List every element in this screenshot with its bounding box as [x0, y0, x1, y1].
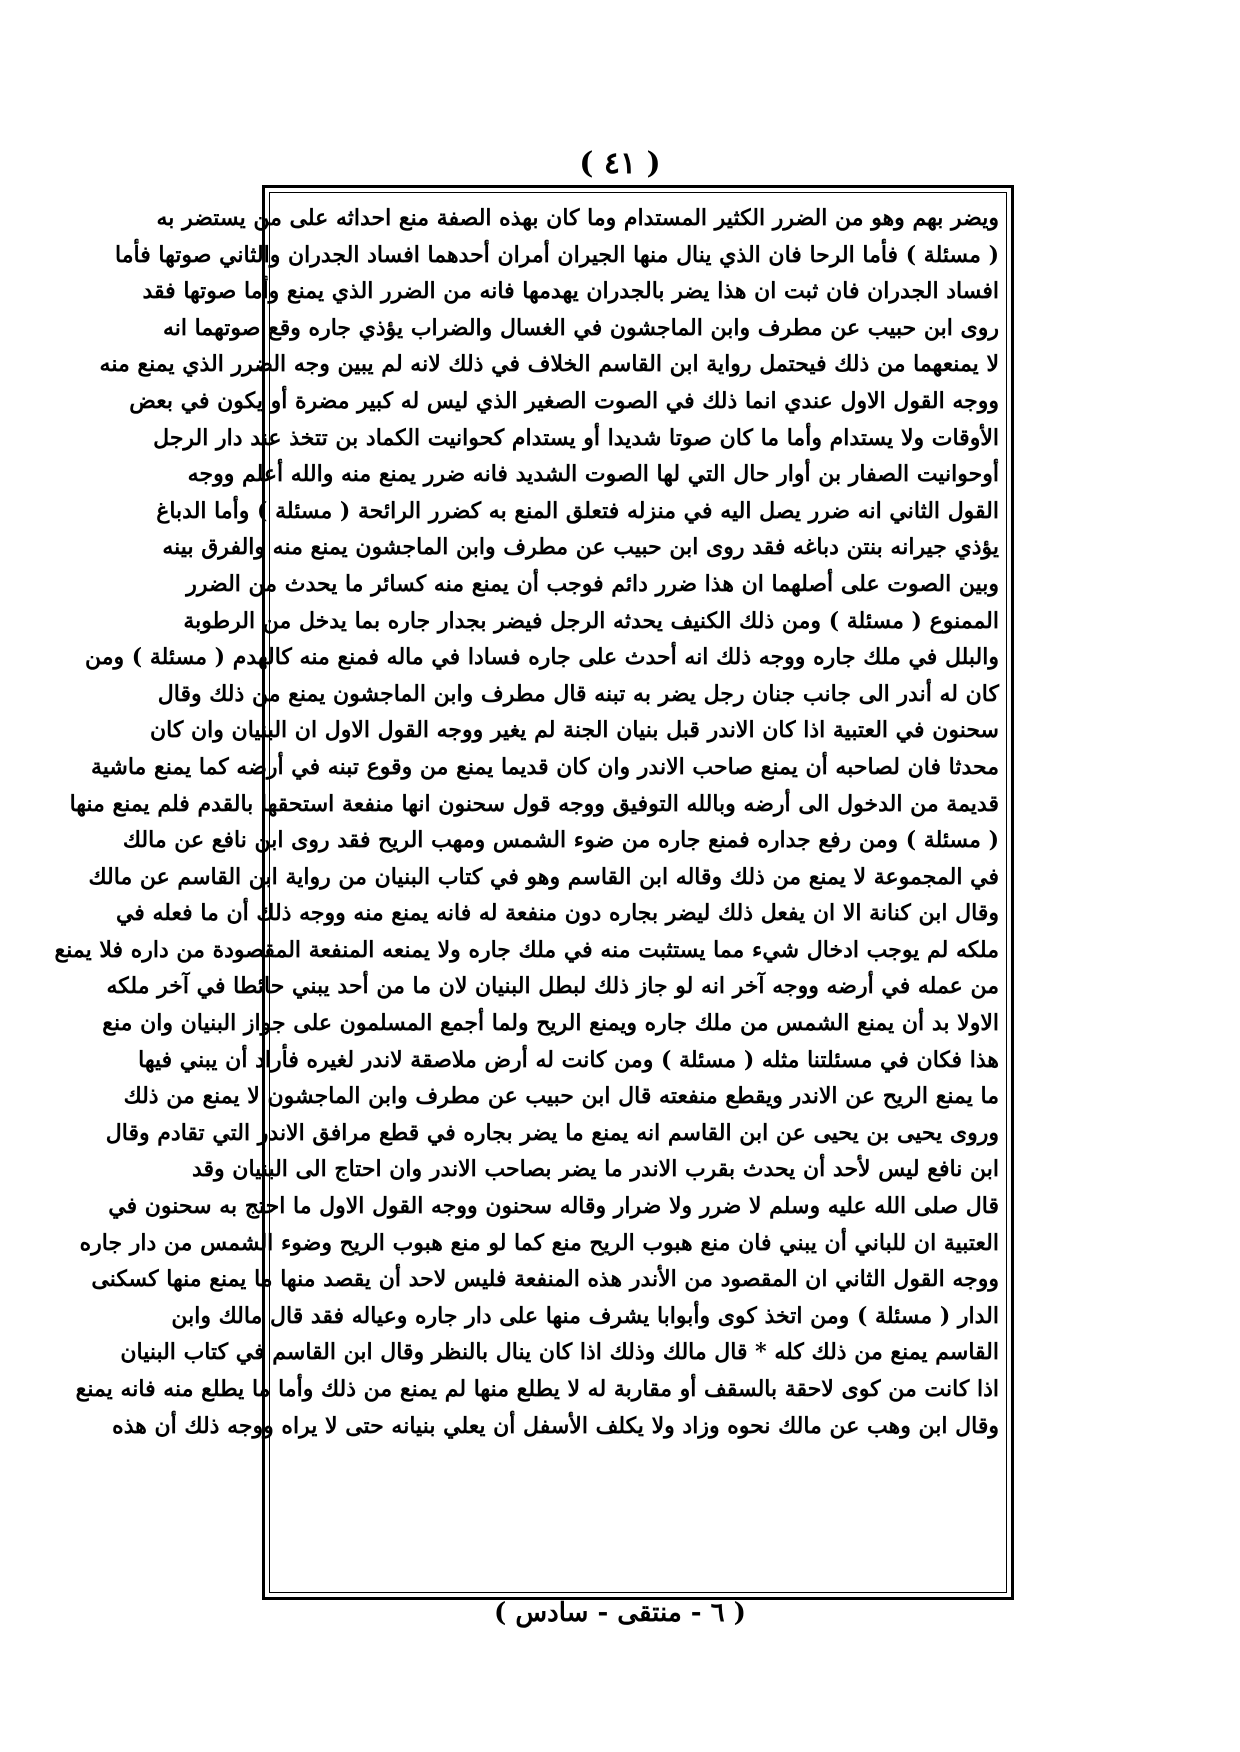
text-line: ووجه القول الاول عندي انما ذلك في الصوت الصغير الذي ليس له كبير مضرة أو يكون في بعض — [129, 387, 999, 414]
text-line: وروى يحيى بن يحيى عن ابن القاسم انه يمنع ما يضر بجاره في قطع مرافق الاندر التي تقادم وقال — [105, 1119, 999, 1146]
page-number: ( ٤١ ) — [579, 146, 661, 181]
text-line: ووجه القول الثاني ان المقصود من الأندر هذه المنفعة فليس لاحد أن يقصد منها ما يمنع منها كسكنى — [91, 1266, 999, 1293]
signature-mark: ( ٦ - منتقى - سادس ) — [494, 1598, 746, 1628]
text-line: الأوقات ولا يستدام وأما ما كان صوتا شديدا أو يستدام كحوانيت الكماد بن تتخذ عند دار الرجل — [153, 424, 999, 451]
text-line: افساد الجدران فان ثبت ان هذا يضر بالجدران يهدمها فانه من الضرر الذي يمنع وأما صوتها فقد — [142, 278, 999, 305]
text-line: الدار ( مسئلة ) ومن اتخذ كوى وأبوابا يشرف منها على دار جاره وعياله فقد قال مالك وابن — [171, 1302, 999, 1329]
text-line: من عمله في أرضه ووجه آخر انه لو جاز ذلك لبطل البنيان لان ما من أحد يبني حائطا في آخر ملكه — [106, 973, 999, 1000]
text-line: القاسم يمنع من ذلك كله * قال مالك وذلك اذا كان ينال بالنظر وقال ابن القاسم في كتاب البنيان — [120, 1339, 999, 1366]
text-line: لا يمنعهما من ذلك فيحتمل رواية ابن القاسم الخلاف في ذلك لانه لم يبين وجه الضرر الذي يمنع منه — [99, 351, 999, 378]
text-line: يؤذي جيرانه بنتن دباغه فقد روى ابن حبيب عن مطرف وابن الماجشون يمنع منه والفرق بينه — [162, 534, 999, 561]
text-line: قال صلى الله عليه وسلم لا ضرر ولا ضرار وقاله سحنون ووجه القول الاول ما احتج به سحنون في — [108, 1193, 999, 1220]
text-line: قديمة من الدخول الى أرضه وبالله التوفيق ووجه قول سحنون انها منفعة استحقها بالقدم فلم يمنع منها — [69, 790, 999, 817]
text-line: وقال ابن كنانة الا ان يفعل ذلك ليضر بجاره دون منفعة له فانه يمنع منه ووجه ذلك أن ما فعله في — [115, 900, 999, 927]
text-line: الممنوع ( مسئلة ) ومن ذلك الكنيف يحدثه الرجل فيضر بجدار جاره بما يدخل من الرطوبة — [183, 607, 999, 634]
text-line: القول الثاني انه ضرر يصل اليه في منزله فتعلق المنع به كضرر الرائحة ( مسئلة ) وأما الدباغ — [156, 497, 999, 524]
text-line: وقال ابن وهب عن مالك نحوه وزاد ولا يكلف الأسفل أن يعلي بنيانه حتى لا يراه ووجه ذلك أن هذه — [112, 1412, 999, 1439]
text-line: ( مسئلة ) ومن رفع جداره فمنع جاره من ضوء الشمس ومهب الريح فقد روى ابن نافع عن مالك — [122, 827, 999, 854]
text-line: كان له أندر الى جانب جنان رجل يضر به تبنه قال مطرف وابن الماجشون يمنع من ذلك وقال — [157, 680, 999, 707]
text-line: ما يمنع الريح عن الاندر ويقطع منفعته قال ابن حبيب عن مطرف وابن الماجشون لا يمنع من ذلك — [123, 1083, 999, 1110]
text-line: سحنون في العتبية اذا كان الاندر قبل بنيان الجنة لم يغير ووجه القول الاول ان البنيان وان كان — [150, 717, 999, 744]
text-line: اذا كانت من كوى لاحقة بالسقف أو مقاربة له لا يطلع منها لم يمنع من ذلك وأما ما يطلع منه فانه يمنع — [75, 1376, 999, 1402]
text-line: هذا فكان في مسئلتنا مثله ( مسئلة ) ومن كانت له أرض ملاصقة لاندر لغيره فأراد أن يبني فيها — [138, 1046, 999, 1073]
text-line: في المجموعة لا يمنع من ذلك وقاله ابن القاسم وهو في كتاب البنيان من رواية ابن القاسم عن مالك — [88, 863, 999, 890]
text-line: العتبية ان للباني أن يبني فان منع هبوب الريح منع كما لو منع هبوب الريح وضوء الشمس من دار جاره — [79, 1229, 999, 1256]
text-line: ملكه لم يوجب ادخال شيء مما يستثبت منه في ملك جاره ولا يمنعه المنفعة المقصودة من داره فلا يمنع — [54, 936, 999, 963]
text-line: محدثا فان لصاحبه أن يمنع صاحب الاندر وان كان قديما يمنع من وقوع تبنه في أرضه كما يمنع ماشية — [90, 753, 999, 780]
text-line: والبلل في ملك جاره ووجه ذلك انه أحدث على جاره فسادا في ماله فمنع منه كالهدم ( مسئلة ) ومن — [84, 644, 999, 671]
text-line: ابن نافع ليس لأحد أن يحدث بقرب الاندر ما يضر بصاحب الاندر وان احتاج الى البنيان وقد — [191, 1156, 999, 1183]
text-line: وبين الصوت على أصلهما ان هذا ضرر دائم فوجب أن يمنع منه كسائر ما يحدث من الضرر — [186, 570, 999, 597]
text-line: أوحوانيت الصفار بن أوار حال التي لها الصوت الشديد فانه ضرر يمنع منه والله أعلم ووجه — [187, 461, 999, 488]
text-line: ويضر بهم وهو من الضرر الكثير المستدام وما كان بهذه الصفة منع احداثه على من يستضر به — [156, 205, 999, 231]
text-line: ( مسئلة ) فأما الرحا فان الذي ينال منها الجيران أمران أحدهما افساد الجدران والثاني صوتها فأما — [115, 241, 999, 268]
text-line: روى ابن حبيب عن مطرف وابن الماجشون في الغسال والضراب يؤذي جاره وقع صوتهما انه — [162, 314, 999, 341]
text-frame — [54, 185, 1014, 1600]
body-text — [54, 200, 999, 1585]
text-line: الاولا بد أن يمنع الشمس من ملك جاره ويمنع الريح ولما أجمع المسلمون على جواز البنيان وان منع — [102, 1010, 999, 1037]
